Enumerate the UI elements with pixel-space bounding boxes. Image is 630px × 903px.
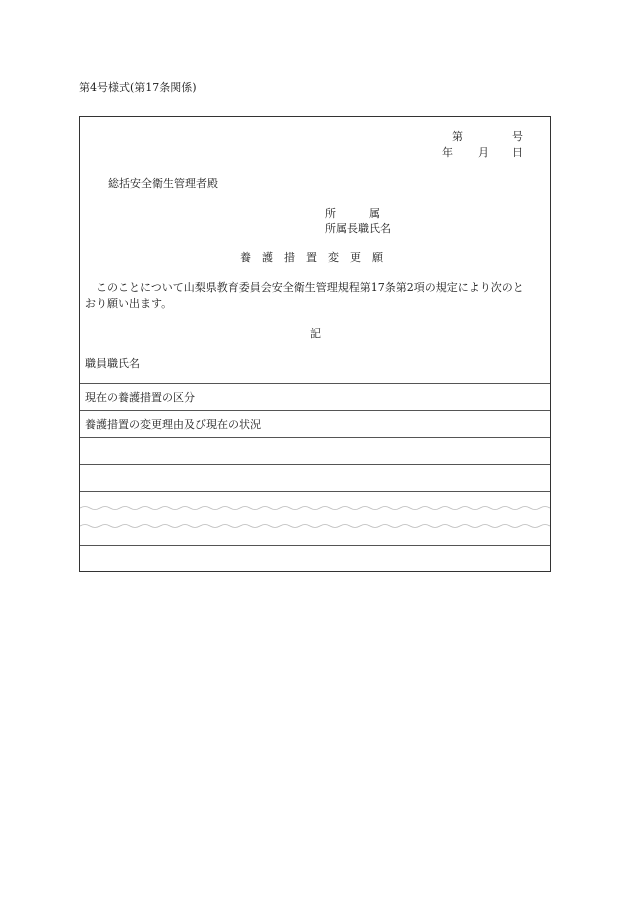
year-label: 年: [442, 146, 453, 159]
body-text-line2: おり願い出ます。: [85, 297, 173, 310]
day-label: 日: [512, 146, 523, 159]
month-label: 月: [478, 146, 489, 159]
addressee: 総括安全衛生管理者殿: [108, 177, 218, 190]
wavy-break-line: [80, 523, 550, 529]
number-suffix: 号: [512, 130, 523, 143]
divider-line: [80, 410, 550, 411]
blank-line: [80, 437, 550, 438]
affiliation-label: 所 属: [325, 207, 380, 220]
form-title: 第4号様式(第17条関係): [79, 81, 197, 94]
number-prefix: 第: [452, 130, 463, 143]
blank-line: [80, 464, 550, 465]
reason-label: 養護措置の変更理由及び現在の状況: [85, 418, 261, 431]
document-heading: 養 護 措 置 変 更 願: [240, 251, 383, 264]
divider-line: [80, 383, 550, 384]
form-box: [79, 116, 551, 572]
head-name-label: 所属長職氏名: [325, 222, 391, 235]
blank-line: [80, 545, 550, 546]
staff-name-label: 職員職氏名: [85, 357, 140, 370]
wavy-break-line: [80, 505, 550, 511]
body-text-line1: このことについて山梨県教育委員会安全衛生管理規程第17条第2項の規定により次のと: [85, 281, 524, 294]
blank-line: [80, 491, 550, 492]
category-label: 現在の養護措置の区分: [85, 391, 195, 404]
ki-label: 記: [310, 327, 321, 340]
